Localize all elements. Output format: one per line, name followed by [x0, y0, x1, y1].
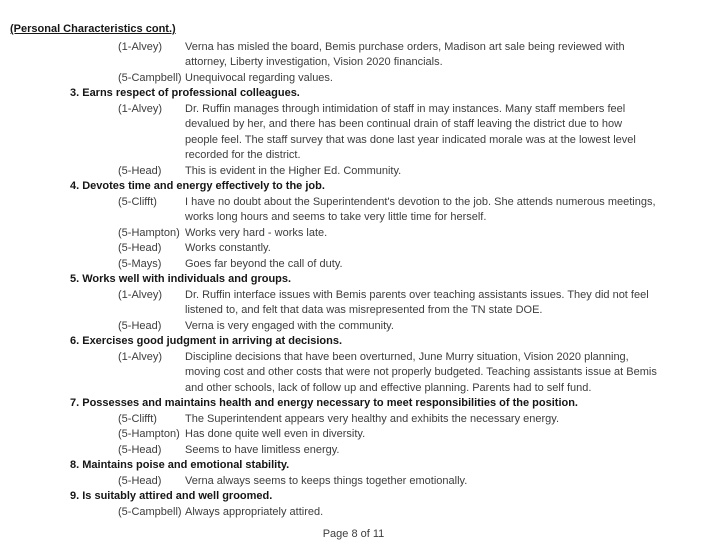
comment-text: Verna always seems to keeps things together emotionally. [185, 474, 468, 487]
comment-row [118, 226, 707, 242]
page-number-footer: Page 8 of 11 [322, 528, 385, 540]
comment-text: Works constantly. [185, 242, 271, 254]
criterion-title: 8. Maintains poise and emotional stability. [70, 459, 290, 471]
comment-text: Has done quite well even in diversity. [185, 428, 366, 440]
document-section-header: (Personal Characteristics cont.) [10, 23, 176, 35]
comment-row [118, 241, 707, 257]
comment-text: Verna has misled the board, Bemis purchase orders, Madison art sale being reviewed with attorney, Liberty investigation, Vision 2020 financials. [185, 40, 625, 68]
evaluator-label: (1-Alvey) [118, 288, 163, 301]
comment-row [118, 505, 707, 521]
criterion-title: 7. Possesses and maintains health and energy necessary to meet responsibilities of the position. [70, 397, 578, 409]
comment-text: Dr. Ruffin manages through intimidation of staff in may instances. Many staff members feel devalued by her, and there has been continual drain of staff leaving the district due to how people feel. The staff survey that was done last year indicated morale was at the lowest level recorded for the district. [185, 102, 636, 161]
criterion-title: 6. Exercises good judgment in arriving at decisions. [70, 335, 343, 347]
comment-text: Goes far beyond the call of duty. [185, 257, 343, 270]
evaluator-label: (5-Hampton) [118, 428, 180, 440]
comment-row [118, 164, 707, 180]
evaluator-label: (1-Alvey) [118, 350, 163, 363]
evaluator-label: (5-Mays) [118, 257, 162, 270]
comment-text: The Superintendent appears very healthy and exhibits the necessary energy. [185, 412, 560, 425]
evaluator-label: (1-Alvey) [118, 102, 163, 115]
criterion-title: 9. Is suitably attired and well groomed. [70, 490, 273, 502]
evaluator-label: (5-Hampton) [118, 226, 180, 239]
criterion-title: 5. Works well with individuals and groups. [70, 273, 292, 285]
comment-row [118, 474, 707, 490]
evaluator-label: (5-Clifft) [118, 412, 157, 425]
criterion-title: 4. Devotes time and energy effectively to the job. [70, 180, 325, 192]
evaluator-label: (5-Head) [118, 319, 162, 332]
evaluator-label: (5-Clifft) [118, 195, 157, 208]
evaluator-label: (5-Campbell) [118, 71, 182, 84]
comment-row [118, 71, 707, 87]
evaluator-label: (5-Head) [118, 164, 162, 177]
comment-row [118, 102, 707, 164]
comment-row [118, 195, 707, 226]
comment-row [118, 257, 707, 273]
evaluator-label: (1-Alvey) [118, 40, 163, 53]
comment-text: Always appropriately attired. [185, 505, 324, 518]
comment-text: Seems to have limitless energy. [185, 443, 340, 456]
comment-row [118, 412, 707, 428]
evaluator-label: (5-Campbell) [118, 505, 182, 518]
comment-text: Discipline decisions that have been overturned, June Murry situation, Vision 2020 planning, moving cost and other costs that were not properly budgeted. Teaching assistants issue at Bemis and other schools, lack of follow up and effective planning. Parents had to self fund. [185, 350, 657, 394]
comment-row [118, 443, 707, 459]
comment-row [118, 40, 707, 71]
evaluator-label: (5-Head) [118, 242, 162, 254]
comment-text: Dr. Ruffin interface issues with Bemis parents over teaching assistants issues. They did not feel listened to, and felt that data was misrepresented from the TN state DOE. [185, 288, 649, 316]
comment-row [118, 319, 707, 335]
evaluation-sections [0, 40, 707, 521]
comment-row [118, 288, 707, 319]
criterion-title: 3. Earns respect of professional colleagues. [70, 87, 300, 99]
comment-row [118, 427, 707, 443]
evaluator-label: (5-Head) [118, 443, 162, 456]
comment-row [118, 350, 707, 397]
evaluator-label: (5-Head) [118, 474, 162, 487]
comment-text: Verna is very engaged with the community. [185, 319, 394, 332]
comment-text: I have no doubt about the Superintendent's devotion to the job. She attends numerous meetings, works long hours and seems to take very little time for herself. [185, 195, 656, 223]
comment-text: This is evident in the Higher Ed. Community. [185, 164, 402, 177]
comment-text: Unequivocal regarding values. [185, 71, 333, 84]
comment-text: Works very hard - works late. [185, 226, 328, 239]
